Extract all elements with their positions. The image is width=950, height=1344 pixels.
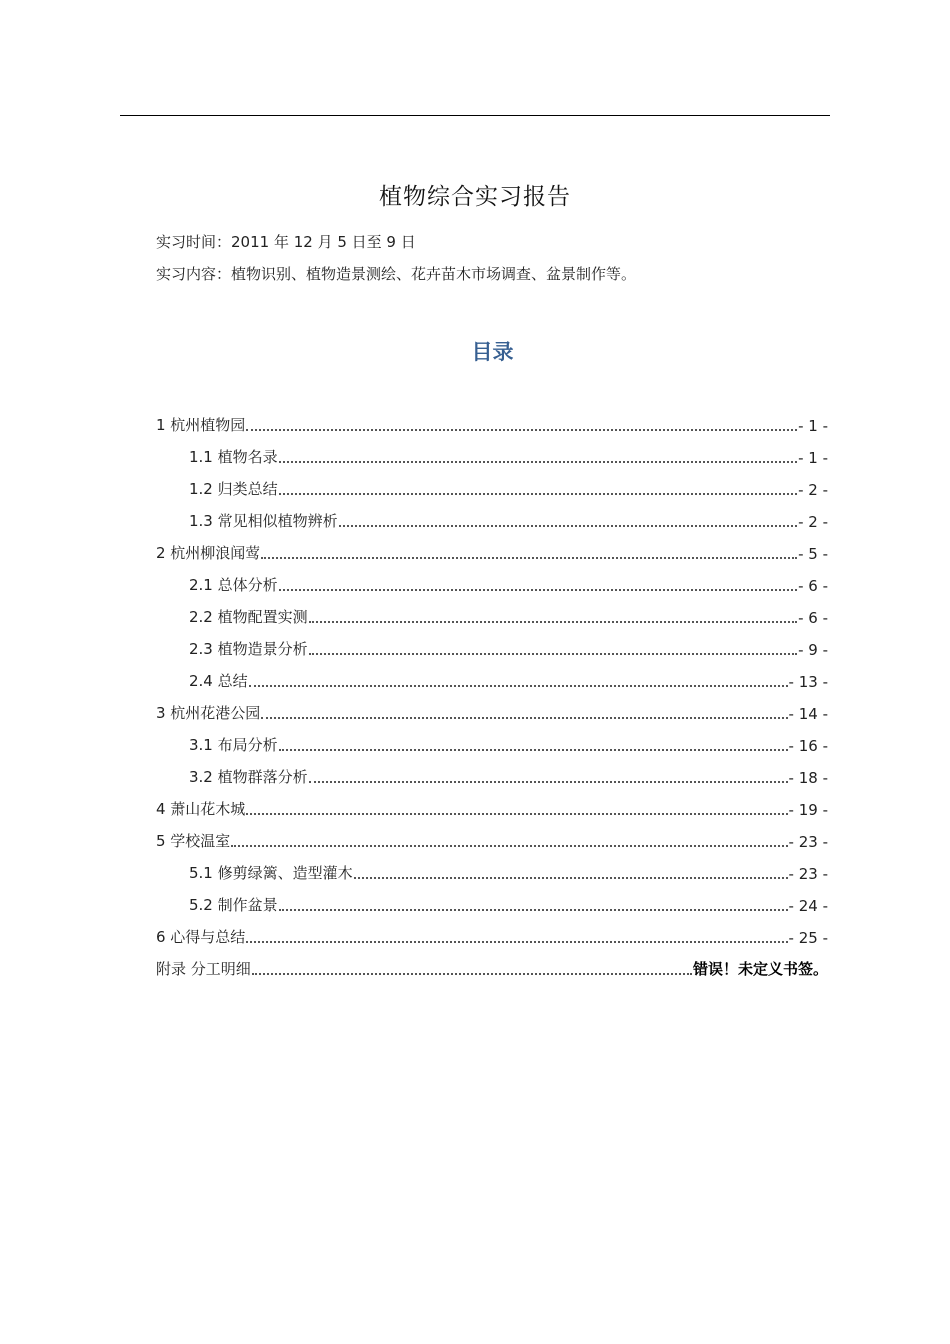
toc-page-number: - 6 - [798, 609, 828, 627]
toc-dot-leader [279, 589, 797, 591]
toc-entry[interactable] [156, 409, 828, 441]
toc-dot-leader [279, 749, 788, 751]
toc-entry-label[interactable]: 2.2 植物配置实测 [189, 608, 308, 626]
toc-entry-label[interactable]: 2.3 植物造景分析 [189, 640, 308, 658]
toc-dot-leader [249, 685, 788, 687]
toc-page-number: - 2 - [798, 513, 828, 531]
toc-page-number: - 9 - [798, 641, 828, 659]
toc-entry[interactable] [156, 633, 828, 665]
toc-entry[interactable] [156, 857, 828, 889]
header-rule [120, 115, 830, 116]
toc-entry-label[interactable]: 附录 分工明细 [156, 960, 251, 978]
toc-page-number: - 19 - [788, 801, 828, 819]
toc-entry-label[interactable]: 5.2 制作盆景 [189, 896, 278, 914]
document-title: 植物综合实习报告 [379, 184, 571, 210]
toc-entry[interactable] [156, 953, 828, 985]
toc-entry-label[interactable]: 1 杭州植物园 [156, 416, 246, 434]
toc-dot-leader [246, 429, 797, 431]
toc-dot-leader [309, 653, 797, 655]
toc-entry[interactable] [156, 761, 828, 793]
toc-entry[interactable] [156, 729, 828, 761]
toc-entry[interactable] [156, 665, 828, 697]
toc-page-number: - 14 - [788, 705, 828, 723]
toc-dot-leader [279, 461, 797, 463]
toc-entry-label[interactable]: 4 萧山花木城 [156, 800, 246, 818]
toc-entry-label[interactable]: 1.3 常见相似植物辨析 [189, 512, 338, 530]
toc-entry[interactable] [156, 921, 828, 953]
toc-page-number: - 16 - [788, 737, 828, 755]
toc-entry-label[interactable]: 6 心得与总结 [156, 928, 246, 946]
toc-entry[interactable] [156, 697, 828, 729]
internship-time: 实习时间：2011 年 12 月 5 日至 9 日 [156, 233, 416, 251]
toc-page-number: - 2 - [798, 481, 828, 499]
toc-entry[interactable] [156, 441, 828, 473]
toc-dot-leader [261, 557, 797, 559]
toc-bookmark-error: 错误！未定义书签。 [692, 960, 828, 978]
toc-entry[interactable] [156, 601, 828, 633]
toc-entry-label[interactable]: 2.4 总结 [189, 672, 248, 690]
toc-page-number: - 25 - [788, 929, 828, 947]
toc-entry-label[interactable]: 2.1 总体分析 [189, 576, 278, 594]
toc-entry[interactable] [156, 505, 828, 537]
toc-heading: 目录 [471, 340, 514, 364]
toc-entry-label[interactable]: 3 杭州花港公园 [156, 704, 261, 722]
toc-entry-label[interactable]: 2 杭州柳浪闻莺 [156, 544, 261, 562]
toc-page-number: - 23 - [788, 865, 828, 883]
toc-page-number: - 18 - [788, 769, 828, 787]
toc-page-number: - 23 - [788, 833, 828, 851]
toc-dot-leader [309, 621, 797, 623]
toc-page-number: - 1 - [798, 449, 828, 467]
toc-entry[interactable] [156, 825, 828, 857]
toc-entry[interactable] [156, 889, 828, 921]
toc-page-number: - 13 - [788, 673, 828, 691]
toc-entry[interactable] [156, 793, 828, 825]
toc-page-number: - 24 - [788, 897, 828, 915]
toc-entry-label[interactable]: 5 学校温室 [156, 832, 231, 850]
toc-dot-leader [309, 781, 788, 783]
toc-entry-label[interactable]: 3.2 植物群落分析 [189, 768, 308, 786]
toc-dot-leader [231, 845, 787, 847]
toc-dot-leader [246, 941, 787, 943]
toc-entry-label[interactable]: 5.1 修剪绿篱、造型灌木 [189, 864, 353, 882]
toc-page-number: - 1 - [798, 417, 828, 435]
toc-entry[interactable] [156, 537, 828, 569]
toc-dot-leader [252, 973, 692, 975]
toc-page-number: - 6 - [798, 577, 828, 595]
internship-content: 实习内容：植物识别、植物造景测绘、花卉苗木市场调查、盆景制作等。 [156, 265, 637, 283]
toc-entry[interactable] [156, 473, 828, 505]
toc-entry-label[interactable]: 3.1 布局分析 [189, 736, 278, 754]
toc-page-number: - 5 - [798, 545, 828, 563]
toc-dot-leader [354, 877, 788, 879]
toc-entry[interactable] [156, 569, 828, 601]
toc-dot-leader [261, 717, 787, 719]
toc-entry-label[interactable]: 1.2 归类总结 [189, 480, 278, 498]
toc-dot-leader [339, 525, 797, 527]
toc-entry-label[interactable]: 1.1 植物名录 [189, 448, 278, 466]
toc-dot-leader [279, 493, 797, 495]
toc-dot-leader [279, 909, 788, 911]
toc-dot-leader [246, 813, 787, 815]
table-of-contents [156, 409, 828, 985]
